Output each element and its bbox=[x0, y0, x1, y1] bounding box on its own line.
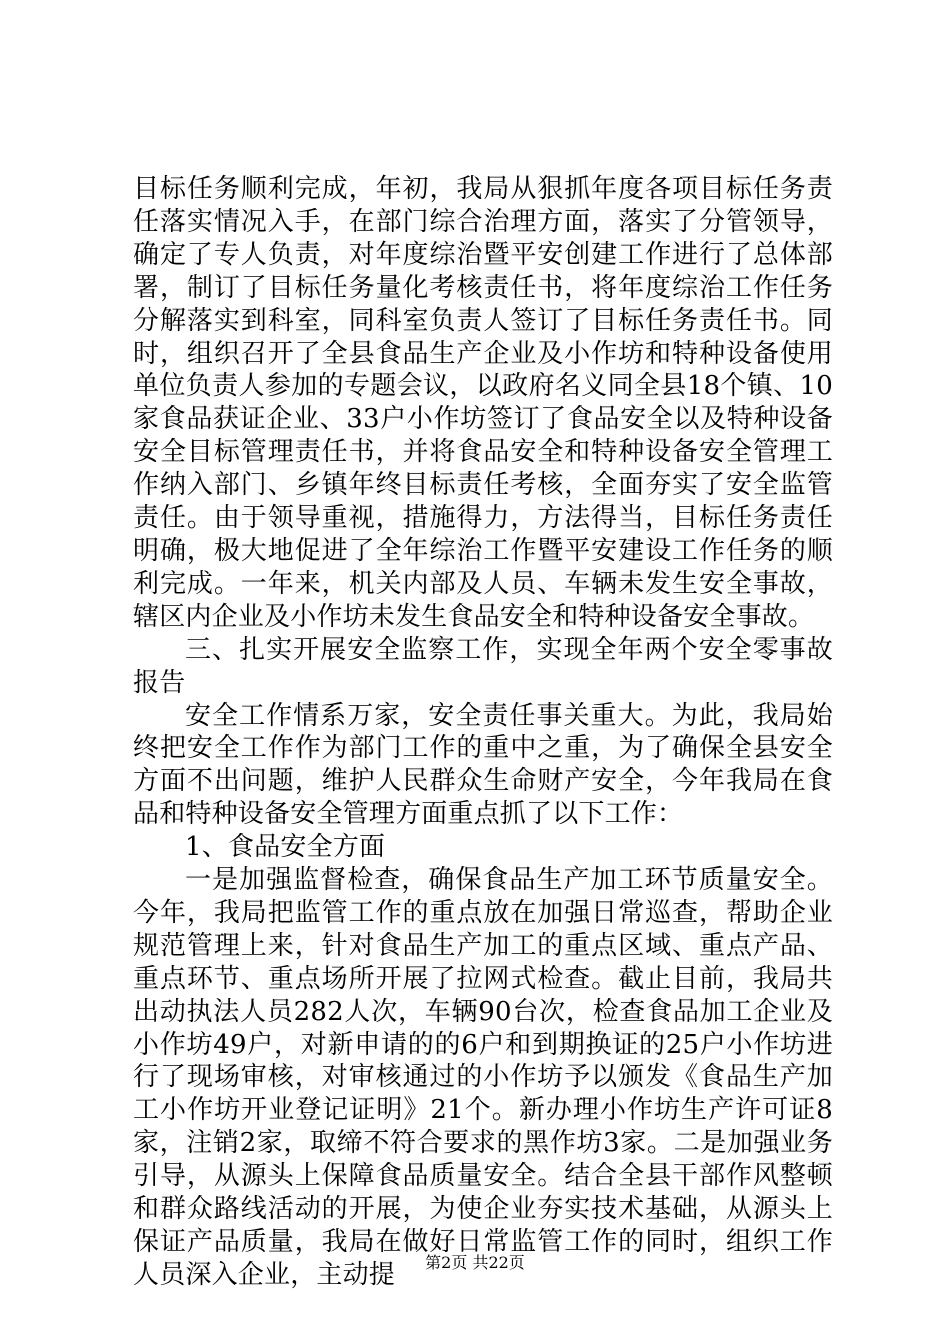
section-heading-safety-supervision: 三、扎实开展安全监察工作，实现全年两个安全零事故报告 bbox=[133, 634, 833, 698]
paragraph-safety-intro: 安全工作情系万家，安全责任事关重大。为此，我局始终把安全工作作为部门工作的重中之重，为了确保全县安全方面不出问题，维护人民群众生命财产安全，今年我局在食品和特种设备安全管理方面重点抓了以下工作： bbox=[133, 700, 833, 830]
page-number-footer: 第2页 共22页 bbox=[425, 1253, 525, 1272]
paragraph-continuation: 目标任务顺利完成，年初，我局从狠抓年度各项目标任务责任落实情况入手，在部门综合治理方面，落实了分管领导，确定了专人负责，对年度综治暨平安创建工作进行了总体部署，制订了目标任务量化考核责任书，将年度综治工作任务分解落实到科室，同科室负责人签订了目标任务责任书。同时，组织召开了全县食品生产企业及小作坊和特种设备使用单位负责人参加的专题会议，以政府名义同全县18个镇、10家食品获证企业、33户小作坊签订了食品安全以及特种设备安全目标管理责任书，并将食品安全和特种设备安全管理工作纳入部门、乡镇年终目标责任考核，全面夯实了安全监管责任。由于领导重视，措施得力，方法得当，目标任务责任明确，极大地促进了全年综治工作暨平安建设工作任务的顺利完成。一年来，机关内部及人员、车辆未发生安全事故，辖区内企业及小作坊未发生食品安全和特种设备安全事故。 bbox=[133, 174, 833, 632]
paragraph-food-safety-details: 一是加强监督检查，确保食品生产加工环节质量安全。今年，我局把监管工作的重点放在加强日常巡查，帮助企业规范管理上来，针对食品生产加工的重点区域、重点产品、重点环节、重点场所开展了拉网式检查。截止目前，我局共出动执法人员282人次，车辆90台次，检查食品加工企业及小作坊49户，对新申请的的6户和到期换证的25户小作坊进行了现场审核，对审核通过的小作坊予以颁发《食品生产加工小作坊开业登记证明》21个。新办理小作坊生产许可证8家，注销2家，取缔不符合要求的黑作坊3家。二是加强业务引导，从源头上保障食品质量安全。结合全县干部作风整顿和群众路线活动的开展，为使企业夯实技术基础，从源头上保证产品质量，我局在做好日常监管工作的同时，组织工作人员深入企业，主动提 bbox=[133, 865, 833, 1290]
subheading-food-safety: 1、食品安全方面 bbox=[185, 832, 386, 863]
document-body bbox=[133, 173, 833, 1292]
